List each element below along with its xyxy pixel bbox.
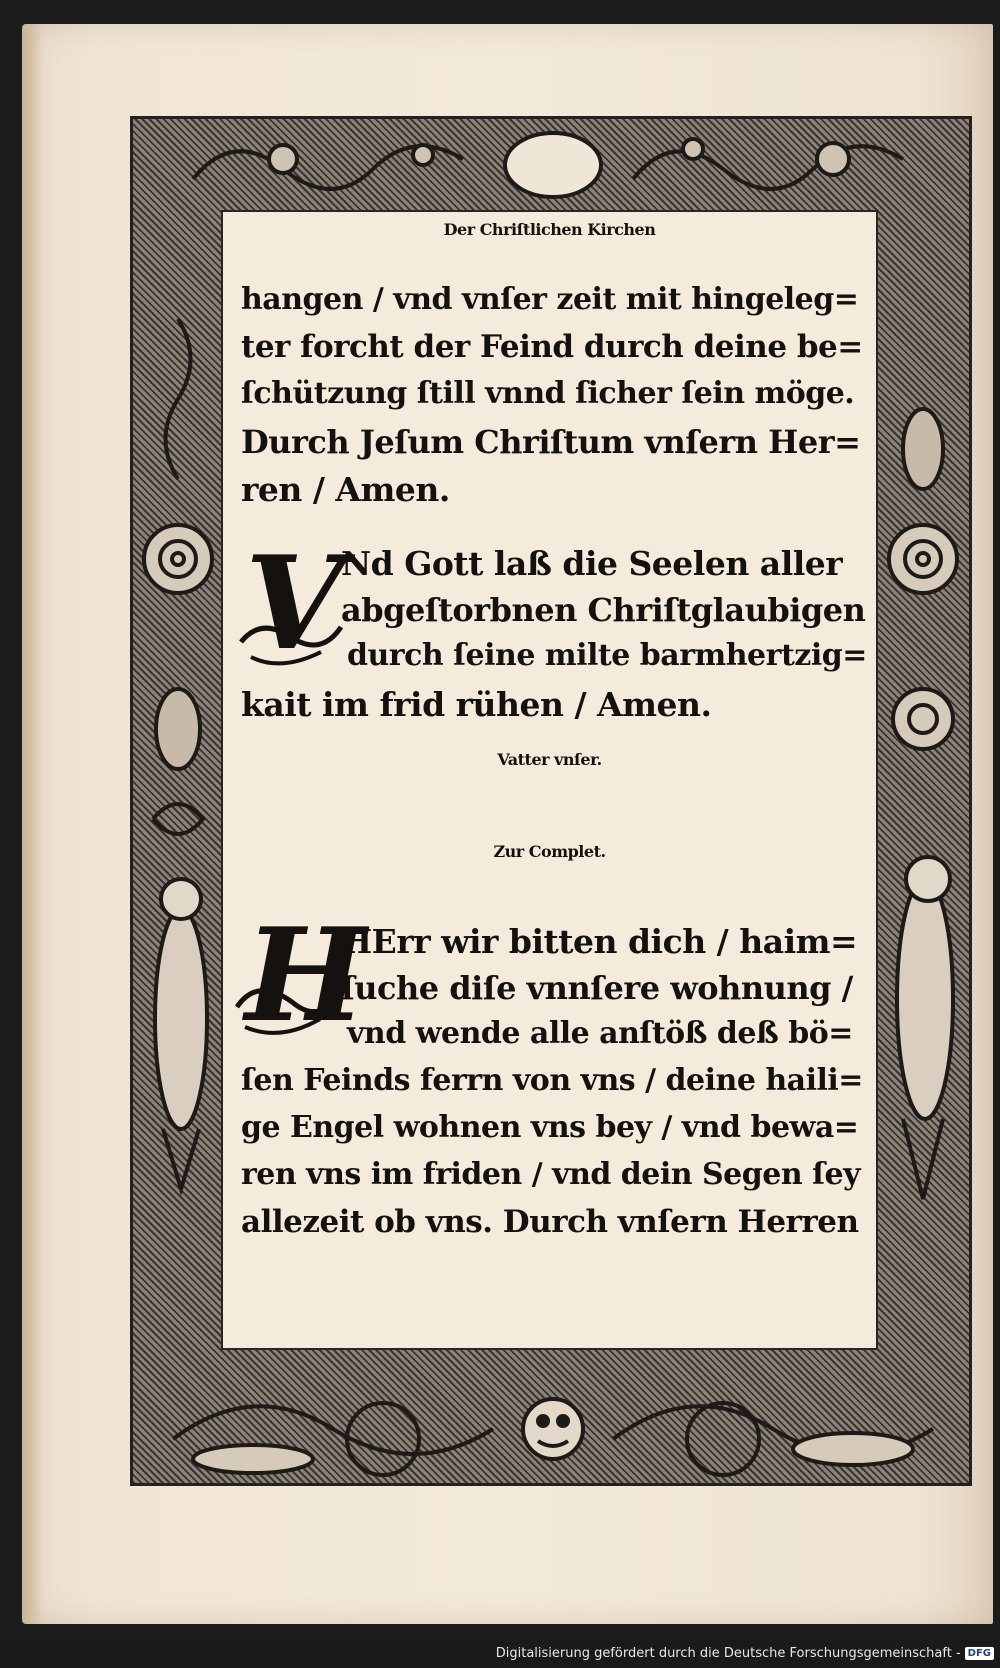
text-line: allezeit ob vns. Durch vnſern Herren bbox=[241, 1204, 859, 1240]
text-line: ſen Feinds ferrn von vns / deine haili= bbox=[241, 1063, 863, 1098]
section-title: Zur Complet. bbox=[493, 842, 606, 861]
digitization-credit bbox=[496, 1642, 994, 1664]
running-head: Der Chriſtlichen Kirchen bbox=[443, 220, 656, 239]
decorated-initial: V bbox=[245, 529, 345, 679]
book-page bbox=[22, 24, 993, 1624]
text-line: vnd wende alle anſtöß deß bö= bbox=[347, 1016, 853, 1051]
initial-swash bbox=[231, 612, 351, 672]
text-line: Durch Jeſum Chriſtum vnſern Her= bbox=[241, 423, 861, 461]
text-line: durch ſeine milte barmhertzig= bbox=[347, 638, 867, 673]
text-line: kait im frid rühen / Amen. bbox=[241, 685, 712, 724]
text-line: ge Engel wohnen vns bey / vnd bewa= bbox=[241, 1110, 859, 1145]
text-line: ſchützung ſtill vnnd ſicher ſein möge. bbox=[241, 376, 855, 411]
text-line: ſuche diſe vnnſere wohnung / bbox=[341, 969, 853, 1007]
decorated-initial: H bbox=[245, 901, 366, 1051]
credit-text: Digitalisierung gefördert durch die Deutsche Forschungsgemeinschaft - bbox=[495, 1645, 961, 1661]
initial-swash bbox=[227, 972, 347, 1042]
dfg-logo: DFG bbox=[965, 1647, 994, 1660]
vatter-unser-heading: Vatter vnſer. bbox=[497, 750, 602, 769]
text-line: ter forcht der Feind durch deine be= bbox=[241, 329, 863, 365]
text-line: ren / Amen. bbox=[241, 470, 450, 509]
text-line: Nd Gott laß die Seelen aller bbox=[341, 544, 843, 583]
text-line: ren vns im friden / vnd dein Segen ſey bbox=[241, 1157, 861, 1192]
text-panel bbox=[221, 210, 878, 1350]
text-line: hangen / vnd vnſer zeit mit hingeleg= bbox=[241, 282, 859, 317]
text-line: abgeſtorbnen Chriſtglaubigen bbox=[341, 591, 866, 629]
text-line: HErr wir bitten dich / haim= bbox=[341, 922, 858, 961]
